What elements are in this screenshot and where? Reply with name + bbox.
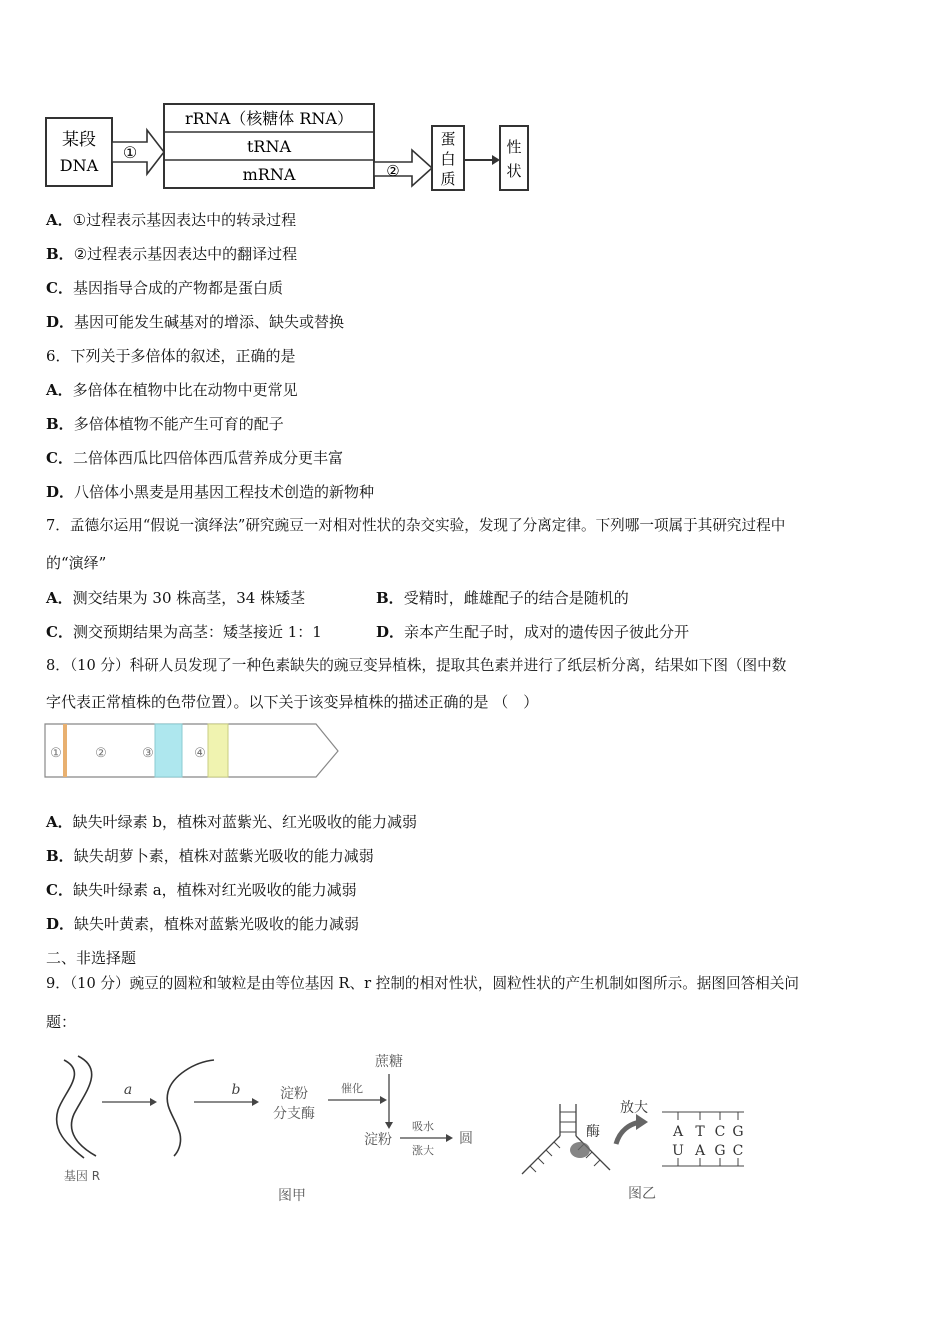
dna-label-1: 某段: [62, 130, 96, 150]
strip-label-2: ②: [95, 746, 107, 761]
q8-option-c: C．缺失叶绿素 a，植株对红光吸收的能力减弱: [46, 881, 357, 899]
dna-label-2: DNA: [59, 156, 99, 175]
q8-option-b: B．缺失胡萝卜素，植株对蓝紫光吸收的能力减弱: [46, 847, 374, 865]
q5-option-c: C．基因指导合成的产物都是蛋白质: [46, 279, 283, 297]
band-cyan: [155, 724, 182, 777]
figure-b-caption: 图乙: [628, 1186, 656, 1202]
base-top-3: C: [714, 1124, 726, 1140]
gene-label: 基因 R: [63, 1169, 101, 1183]
q7-stem-line1: 7．孟德尔运用“假说一演绎法”研究豌豆一对相对性状的杂交实验，发现了分离定律。下列哪一项属于其研究过程中: [46, 517, 786, 534]
q7-option-a: A．测交结果为 30 株高茎，34 株矮茎: [46, 589, 306, 607]
arrow-step2: [374, 150, 432, 186]
q8-stem-line1: 8．（10 分）科研人员发现了一种色素缺失的豌豆变异植株，提取其色素并进行了纸层析分离，结果如下图（图中数: [46, 657, 787, 674]
dna-left-branch: [522, 1136, 560, 1174]
q6-stem: 6．下列关于多倍体的叙述，正确的是: [46, 347, 296, 365]
q6-option-a: A．多倍体在植物中比在动物中更常见: [46, 381, 298, 399]
base-top-1: A: [672, 1124, 684, 1140]
q8-option-d: D．缺失叶黄素，植株对蓝紫光吸收的能力减弱: [46, 915, 360, 933]
dna-box: [46, 118, 112, 186]
strip-label-3: ③: [142, 746, 154, 761]
q5-option-a: A．①过程表示基因表达中的转录过程: [46, 211, 297, 229]
enzyme-blob: [570, 1142, 590, 1158]
gene-expression-diagram: [40, 96, 540, 196]
figure-a-caption: 图甲: [278, 1188, 306, 1204]
step1-label: ①: [122, 143, 138, 162]
base-bottom-3: G: [714, 1143, 726, 1159]
enzyme-label-2: 分支酶: [273, 1106, 315, 1122]
step2-label: ②: [386, 162, 400, 180]
enzyme-label-b: 酶: [586, 1124, 600, 1140]
gene-strand-2: [71, 1056, 96, 1156]
enzyme-label-1: 淀粉: [280, 1086, 308, 1102]
trait-box: [500, 126, 528, 190]
figure-b: [516, 1096, 756, 1206]
q9-stem-line2: 题：: [46, 1013, 77, 1031]
q9-stem-line1: 9．（10 分）豌豆的圆粒和皱粒是由等位基因 R、r 控制的相对性状，圆粒性状的产生机制如图所示。据图回答相关问: [46, 975, 799, 992]
band-yellow: [208, 724, 228, 777]
enlarge-label: 放大: [620, 1100, 648, 1116]
q5-option-d: D．基因可能发生碱基对的增添、缺失或替换: [46, 313, 345, 331]
base-top-4: G: [732, 1124, 744, 1140]
strip-label-4: ④: [194, 746, 206, 761]
svg-text:蛋: 蛋: [440, 130, 456, 148]
catalyze-label: 催化: [341, 1082, 363, 1095]
base-bottom-1: U: [672, 1143, 684, 1159]
chromatography-strip: [44, 722, 344, 780]
svg-text:白: 白: [440, 150, 456, 168]
svg-text:质: 质: [440, 170, 456, 188]
strip-label-1: ①: [50, 746, 62, 761]
mrna-label: mRNA: [242, 165, 296, 184]
figure-a: [44, 1048, 494, 1208]
svg-text:状: 状: [506, 162, 522, 180]
round-label: 圆: [459, 1131, 473, 1147]
rrna-label: rRNA（核糖体 RNA）: [185, 109, 353, 128]
base-top-2: T: [695, 1124, 705, 1140]
arrow-a-label: a: [123, 1082, 133, 1098]
q6-option-b: B．多倍体植物不能产生可育的配子: [46, 415, 284, 433]
q6-option-d: D．八倍体小黑麦是用基因工程技术创造的新物种: [46, 483, 375, 501]
q8-stem-line2: 字代表正常植株的色带位置）。以下关于该变异植株的描述正确的是 （ ）: [46, 693, 539, 711]
trna-label: tRNA: [246, 137, 292, 156]
q7-option-b: B．受精时，雌雄配子的结合是随机的: [376, 589, 629, 607]
band-1: [63, 724, 67, 777]
q6-option-c: C．二倍体西瓜比四倍体西瓜营养成分更丰富: [46, 449, 343, 467]
q7-stem-line2: 的“演绎”: [46, 554, 107, 572]
section-heading: 二、非选择题: [46, 949, 137, 967]
swell-label: 涨大: [412, 1144, 434, 1157]
sucrose-label: 蔗糖: [375, 1054, 403, 1070]
starch-label: 淀粉: [364, 1132, 392, 1148]
q7-option-c: C．测交预期结果为高茎：矮茎接近 1：1: [46, 623, 322, 641]
absorb-label: 吸水: [412, 1120, 434, 1133]
svg-text:性: 性: [506, 138, 522, 156]
arrow-step1: [112, 130, 164, 174]
q7-option-d: D．亲本产生配子时，成对的遗传因子彼此分开: [376, 623, 690, 641]
q5-option-b: B．②过程表示基因表达中的翻译过程: [46, 245, 298, 263]
mrna-strand: [167, 1060, 214, 1156]
q8-option-a: A．缺失叶绿素 b，植株对蓝紫光、红光吸收的能力减弱: [46, 813, 418, 831]
base-bottom-2: A: [694, 1143, 706, 1159]
arrow-b-label: b: [231, 1082, 241, 1098]
base-bottom-4: C: [732, 1143, 744, 1159]
